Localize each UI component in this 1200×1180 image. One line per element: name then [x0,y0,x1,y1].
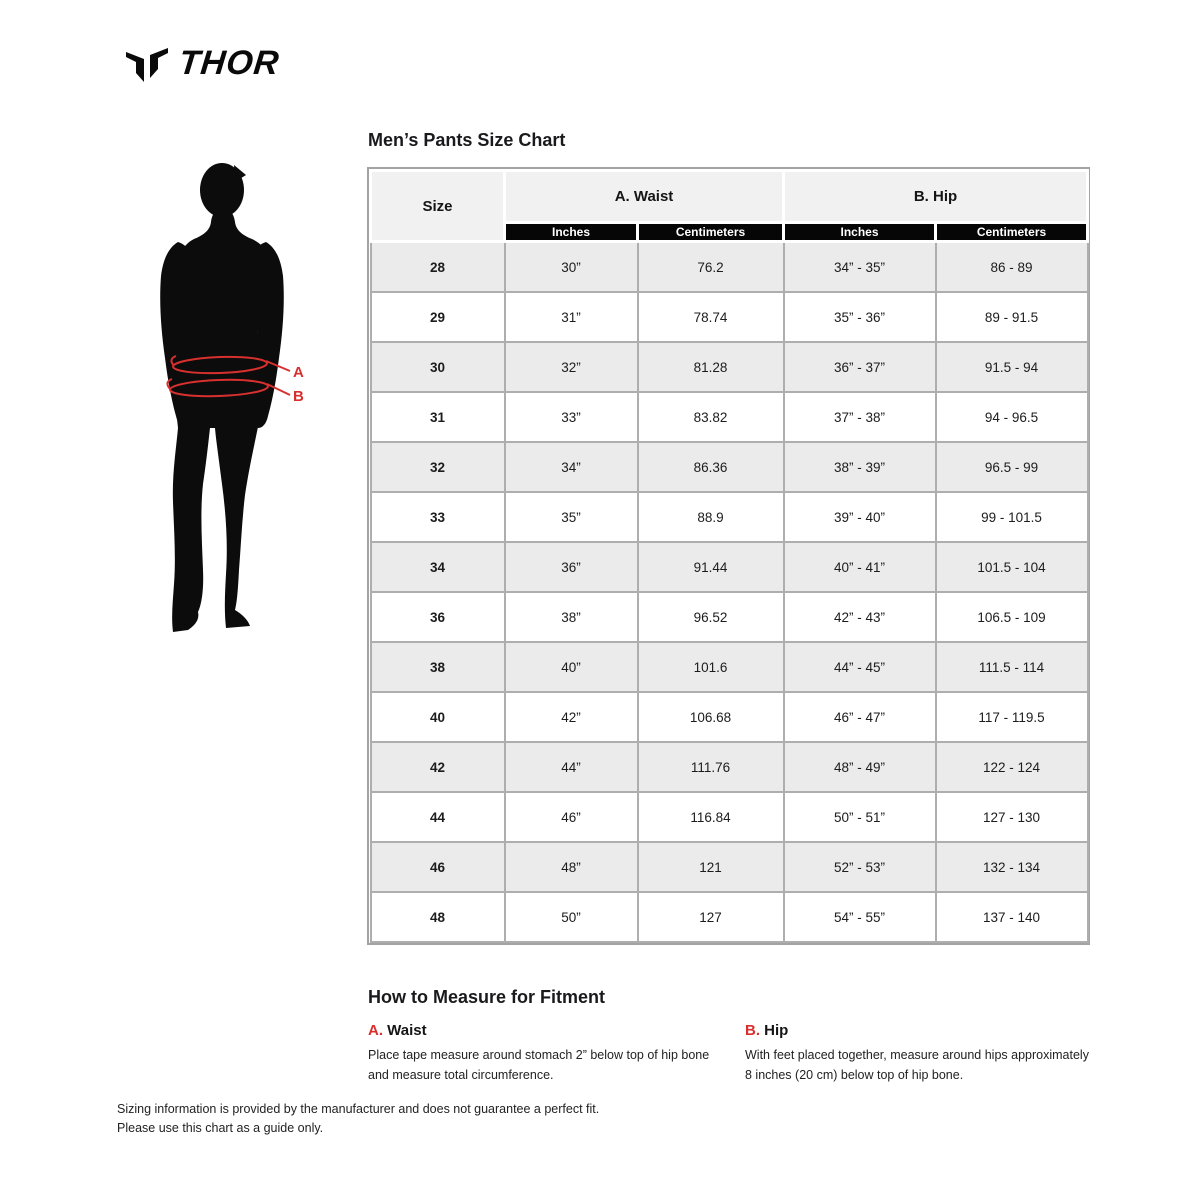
howto-hip-heading [745,1022,1092,1039]
table-row [371,742,1088,792]
brand-logo [125,44,282,83]
waist-cm-cell: 76.2 [638,242,784,293]
waist-inches-cell: 30” [505,242,638,293]
size-cell: 46 [371,842,505,892]
hip-inches-cell: 48” - 49” [784,742,936,792]
waist-cm-cell: 121 [638,842,784,892]
howto-waist-name: Waist [387,1022,427,1039]
waist-inches-cell: 40” [505,642,638,692]
waist-cm-cell: 83.82 [638,392,784,442]
table-row [371,692,1088,742]
table-row [371,292,1088,342]
waist-cm-cell: 78.74 [638,292,784,342]
table-row [371,842,1088,892]
waist-inches-cell: 36” [505,542,638,592]
waist-cm-cell: 111.76 [638,742,784,792]
waist-cm-cell: 106.68 [638,692,784,742]
subheader-hip-centimeters: Centimeters [936,223,1088,242]
hip-cm-cell: 96.5 - 99 [936,442,1088,492]
howto-waist-key: A. [368,1022,383,1039]
hip-cm-cell: 137 - 140 [936,892,1088,942]
waist-inches-cell: 50” [505,892,638,942]
hip-inches-cell: 44” - 45” [784,642,936,692]
waist-inches-cell: 35” [505,492,638,542]
subheader-waist-centimeters: Centimeters [638,223,784,242]
column-header-waist: A. Waist [505,171,784,223]
hip-cm-cell: 101.5 - 104 [936,542,1088,592]
table-row [371,592,1088,642]
size-cell: 48 [371,892,505,942]
table-row [371,342,1088,392]
waist-inches-cell: 46” [505,792,638,842]
hip-inches-cell: 34” - 35” [784,242,936,293]
waist-inches-cell: 44” [505,742,638,792]
hip-cm-cell: 132 - 134 [936,842,1088,892]
howto-hip-text: With feet placed together, measure around hips approximately 8 inches (20 cm) below top of hip bone. [745,1048,1089,1082]
brand-logo-text: THOR [177,44,282,82]
hip-cm-cell: 86 - 89 [936,242,1088,293]
hip-cm-cell: 111.5 - 114 [936,642,1088,692]
hip-inches-cell: 46” - 47” [784,692,936,742]
table-row [371,242,1088,293]
hip-cm-cell: 106.5 - 109 [936,592,1088,642]
howto-waist-text: Place tape measure around stomach 2” below top of hip bone and measure total circumference. [368,1048,710,1082]
table-row [371,542,1088,592]
waist-inches-cell: 33” [505,392,638,442]
waist-cm-cell: 86.36 [638,442,784,492]
howto-hip-key: B. [745,1022,760,1039]
page-title: Men’s Pants Size Chart [368,130,566,150]
table-row [371,492,1088,542]
table-row [371,892,1088,942]
howto-title: How to Measure for Fitment [368,987,606,1007]
hip-inches-cell: 36” - 37” [784,342,936,392]
figure-label-a: A [293,364,304,381]
subheader-hip-inches: Inches [784,223,936,242]
hip-inches-cell: 42” - 43” [784,592,936,642]
waist-inches-cell: 34” [505,442,638,492]
table-row [371,442,1088,492]
hip-cm-cell: 89 - 91.5 [936,292,1088,342]
size-cell: 42 [371,742,505,792]
table-row [371,392,1088,442]
size-cell: 34 [371,542,505,592]
figure-label-b: B [293,388,304,405]
footer-line-1: Sizing information is provided by the manufacturer and does not guarantee a perfect fit. [117,1102,600,1116]
column-header-hip: B. Hip [784,171,1088,223]
size-cell: 28 [371,242,505,293]
subheader-waist-inches: Inches [505,223,638,242]
size-cell: 29 [371,292,505,342]
size-table [369,169,1089,943]
hip-cm-cell: 94 - 96.5 [936,392,1088,442]
footer-disclaimer [117,1100,599,1138]
hip-inches-cell: 38” - 39” [784,442,936,492]
hip-inches-cell: 40” - 41” [784,542,936,592]
table-row [371,642,1088,692]
thor-horns-icon [125,45,169,83]
column-header-size: Size [371,171,505,242]
howto-item-waist [368,1022,745,1085]
hip-inches-cell: 35” - 36” [784,292,936,342]
hip-cm-cell: 99 - 101.5 [936,492,1088,542]
waist-inches-cell: 48” [505,842,638,892]
measurement-figure [140,150,360,670]
howto-section [368,1022,1122,1085]
size-table-container [367,167,1090,945]
waist-cm-cell: 101.6 [638,642,784,692]
hip-cm-cell: 127 - 130 [936,792,1088,842]
waist-cm-cell: 91.44 [638,542,784,592]
footer-line-2: Please use this chart as a guide only. [117,1120,324,1135]
waist-cm-cell: 81.28 [638,342,784,392]
waist-cm-cell: 96.52 [638,592,784,642]
waist-inches-cell: 32” [505,342,638,392]
size-cell: 36 [371,592,505,642]
howto-item-hip [745,1022,1122,1085]
size-cell: 32 [371,442,505,492]
waist-cm-cell: 88.9 [638,492,784,542]
waist-inches-cell: 38” [505,592,638,642]
size-cell: 44 [371,792,505,842]
table-row [371,792,1088,842]
waist-cm-cell: 127 [638,892,784,942]
hip-cm-cell: 91.5 - 94 [936,342,1088,392]
hip-inches-cell: 37” - 38” [784,392,936,442]
howto-hip-name: Hip [764,1022,789,1039]
hip-inches-cell: 39” - 40” [784,492,936,542]
waist-cm-cell: 116.84 [638,792,784,842]
size-cell: 33 [371,492,505,542]
howto-waist-heading [368,1022,715,1039]
hip-inches-cell: 52” - 53” [784,842,936,892]
size-cell: 38 [371,642,505,692]
size-cell: 40 [371,692,505,742]
hip-cm-cell: 117 - 119.5 [936,692,1088,742]
size-cell: 30 [371,342,505,392]
body-silhouette-icon [160,163,284,632]
waist-inches-cell: 31” [505,292,638,342]
size-cell: 31 [371,392,505,442]
hip-cm-cell: 122 - 124 [936,742,1088,792]
waist-inches-cell: 42” [505,692,638,742]
hip-inches-cell: 50” - 51” [784,792,936,842]
hip-inches-cell: 54” - 55” [784,892,936,942]
